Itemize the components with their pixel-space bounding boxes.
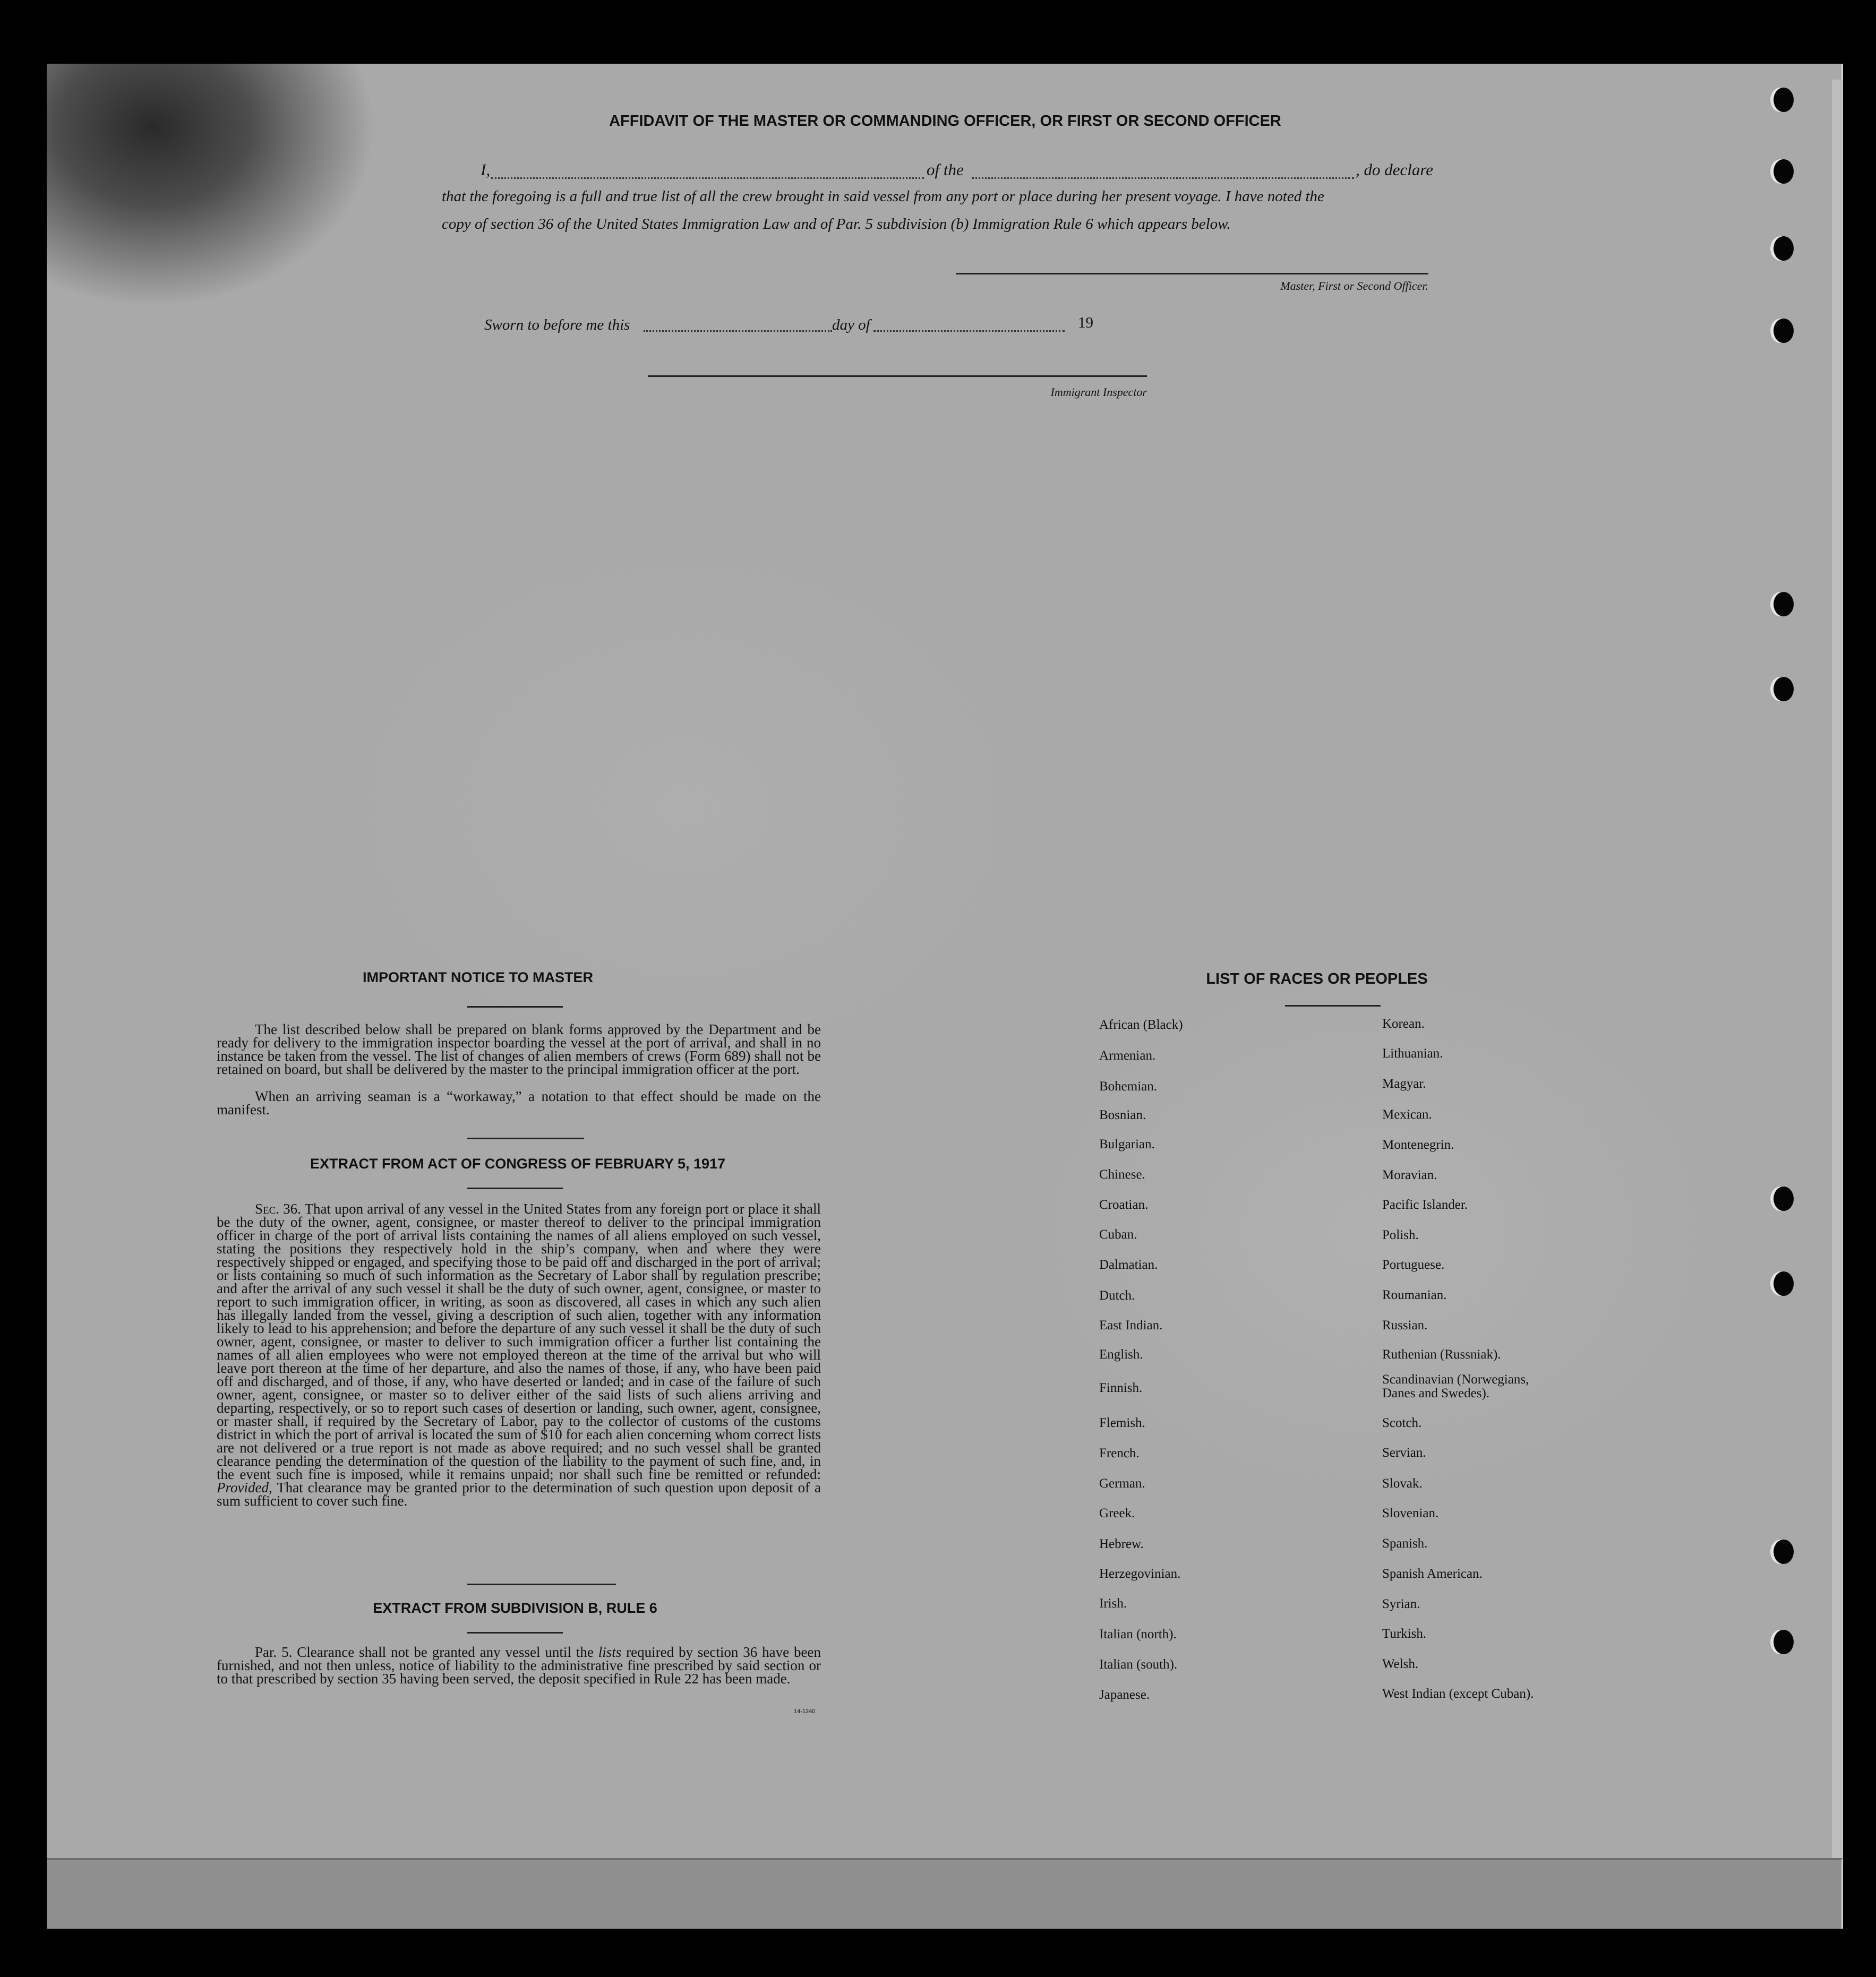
binder-hole-icon — [1774, 1540, 1794, 1564]
binder-hole-icon — [1774, 1271, 1794, 1296]
race-item: West Indian (except Cuban). — [1382, 1687, 1534, 1701]
binder-hole-icon — [1774, 159, 1794, 184]
sworn-label: Sworn to before me this — [484, 316, 630, 333]
race-item: Mexican. — [1382, 1107, 1432, 1122]
race-item: Scandinavian (Norwegians, Danes and Swedes). — [1382, 1372, 1529, 1400]
race-item: African (Black) — [1099, 1018, 1183, 1032]
race-item: Armenian. — [1099, 1048, 1156, 1063]
form-sheet — [47, 64, 1843, 1858]
sheet-bottom-strip — [47, 1858, 1843, 1929]
race-item: Bohemian. — [1099, 1079, 1158, 1094]
inspector-signature-line[interactable] — [648, 375, 1147, 377]
day-of-label: day of — [832, 316, 870, 333]
notice-paragraph-1: The list described below shall be prepared on blank forms approved by the Department and be ready for delivery to the immigration inspector boarding the vessel at the port of arrival, and shall in no instance be taken from the vessel. The list of changes of alien members of crews (Form 689) shall not be retained on board, but shall be delivered by the master to the principal immigration officer at the port. — [217, 1021, 821, 1077]
race-item: Moravian. — [1382, 1168, 1437, 1182]
race-item: Croatian. — [1099, 1198, 1149, 1212]
sworn-month-field[interactable] — [873, 330, 1065, 332]
race-item: Servian. — [1382, 1446, 1426, 1460]
affidavit-of-the-label: of the — [927, 160, 964, 179]
races-title: LIST OF RACES OR PEOPLES — [1206, 970, 1428, 987]
vessel-field[interactable] — [972, 177, 1354, 179]
race-item: Roumanian. — [1382, 1288, 1447, 1302]
race-item: Hebrew. — [1099, 1537, 1144, 1551]
race-item: Montenegrin. — [1382, 1138, 1454, 1152]
race-item: Chinese. — [1099, 1167, 1145, 1182]
race-item: Magyar. — [1382, 1077, 1426, 1091]
race-item: Ruthenian (Russniak). — [1382, 1347, 1501, 1362]
binder-hole-icon — [1774, 236, 1794, 261]
notice-paragraph-2: When an arriving seaman is a “workaway,” a notation to that effect should be made on the manifest. — [217, 1088, 821, 1118]
act-extract-title: EXTRACT FROM ACT OF CONGRESS OF FEBRUARY 5, 1917 — [310, 1156, 726, 1172]
race-item: Japanese. — [1099, 1688, 1150, 1702]
inspector-caption: Immigrant Inspector — [1050, 385, 1147, 399]
binder-hole-icon — [1774, 319, 1794, 343]
sworn-day-field[interactable] — [644, 330, 832, 332]
race-item: Bulgarian. — [1099, 1137, 1155, 1151]
race-item: Turkish. — [1382, 1627, 1427, 1641]
race-item: Pacific Islander. — [1382, 1198, 1468, 1212]
race-item: Scotch. — [1382, 1416, 1422, 1430]
race-item: German. — [1099, 1476, 1145, 1491]
affidavit-line-3: copy of section 36 of the United States Immigration Law and of Par. 5 subdivision (b) Immigration Rule 6 which appears below. — [442, 216, 1231, 233]
race-item: Lithuanian. — [1382, 1046, 1443, 1061]
race-item: Korean. — [1382, 1017, 1425, 1031]
name-field[interactable] — [491, 177, 924, 179]
race-item: French. — [1099, 1446, 1140, 1460]
notice-title: IMPORTANT NOTICE TO MASTER — [363, 969, 593, 985]
race-item: Slovak. — [1382, 1476, 1423, 1491]
race-item: Spanish. — [1382, 1536, 1428, 1551]
race-item: Slovenian. — [1382, 1506, 1439, 1520]
binder-hole-icon — [1774, 1630, 1794, 1654]
race-item: Bosnian. — [1099, 1108, 1146, 1122]
divider — [467, 1006, 563, 1008]
race-item: Portuguese. — [1382, 1258, 1445, 1272]
act-section-36-text: Sec. 36. That upon arrival of any vessel in the United States from any foreign port or place it shall be the duty of the owner, agent, consignee, or master thereof to deliver to the principal immigration officer in charge of the port of arrival lists containing the names of all aliens employed on such vessel, stating the positions they respectively hold in the ship’s company, when and where they were respectively shipped or engaged, and specifying those to be paid off and discharged in the port of arrival; or lists containing so much of such information as the Secretary of Labor shall by regulation prescribe; and after the arrival of any such vessel it shall be the duty of such owner, agent, consignee, or master to report to such immigration officer, in writing, as soon as discovered, all cases in which any such alien has illegally landed from the vessel, giving a description of such alien, together with any information likely to lead to his apprehension; and before the departure of any such vessel it shall be the duty of such owner, agent, consignee, or master to deliver to such immigration officer a further list containing the names of all alien employees who were not employed thereon at the time of the arrival but who will leave port thereon at the time of her departure, and also the names of those, if any, who have been paid off and discharged, and of those, if any, who have deserted or landed; and in case of the failure of such owner, agent, consignee, or master so to deliver either of the said lists of such aliens arriving and departing, respectively, or so to report such cases of desertion or landing, such owner, agent, consignee, or master shall, if required by the Secretary of Labor, pay to the collector of customs of the customs district in which the port of arrival is located the sum of $10 for each alien concerning whom correct lists are not delivered or a true report is not made as above required; and no such vessel shall be granted clearance pending the determination of the question of the liability to the payment of such fine, and, in the event such fine is imposed, while it remains unpaid; nor shall such fine be remitted or refunded: Provided, That clearance may be granted prior to the determination of such question upon deposit of a sum sufficient to cover such fine. — [217, 1201, 821, 1509]
race-item: Herzegovinian. — [1099, 1567, 1181, 1581]
binder-hole-icon — [1774, 592, 1794, 616]
sheet-edge — [1832, 80, 1843, 1922]
race-item: Polish. — [1382, 1228, 1419, 1242]
divider — [467, 1138, 584, 1139]
race-item: Flemish. — [1099, 1416, 1145, 1430]
race-item: Dutch. — [1099, 1288, 1135, 1303]
affidavit-title: AFFIDAVIT OF THE MASTER OR COMMANDING OFFICER, OR FIRST OR SECOND OFFICER — [609, 113, 1281, 130]
binder-hole-icon — [1774, 1187, 1794, 1211]
race-item: Greek. — [1099, 1506, 1135, 1520]
affidavit-i-label: I, — [481, 160, 491, 179]
rule-paragraph-5-text: Par. 5. Clearance shall not be granted any vessel until the lists required by section 36 have been furnished, and not then unless, notice of liability to the administrative fine prescribed by said section or to that prescribed by section 35 having been served, the deposit specified in Rule 22 has been made. — [217, 1644, 821, 1687]
binder-hole-icon — [1774, 677, 1794, 701]
race-item: Russian. — [1382, 1318, 1428, 1333]
race-item: Irish. — [1099, 1596, 1127, 1611]
race-item: Finnish. — [1099, 1381, 1143, 1395]
race-item: Cuban. — [1099, 1227, 1137, 1242]
race-item: Dalmatian. — [1099, 1258, 1158, 1272]
race-item: East Indian. — [1099, 1318, 1163, 1333]
race-item: Italian (north). — [1099, 1627, 1177, 1641]
master-signature-line[interactable] — [956, 273, 1428, 274]
rule-extract-title: EXTRACT FROM SUBDIVISION B, RULE 6 — [373, 1600, 657, 1616]
race-item: Welsh. — [1382, 1657, 1419, 1671]
affidavit-do-declare: , do declare — [1356, 160, 1434, 179]
year-prefix: 19 — [1078, 314, 1093, 331]
master-caption: Master, First or Second Officer. — [1280, 279, 1428, 293]
race-item: Spanish American. — [1382, 1567, 1483, 1581]
race-item: Italian (south). — [1099, 1657, 1178, 1672]
race-item: English. — [1099, 1347, 1143, 1362]
affidavit-line-2: that the foregoing is a full and true list of all the crew brought in said vessel from any port or place during her present voyage. I have noted the — [442, 188, 1324, 205]
divider — [467, 1584, 616, 1585]
form-number: 14-1240 — [794, 1708, 816, 1715]
divider — [467, 1188, 563, 1189]
divider — [1285, 1005, 1381, 1007]
race-item: Syrian. — [1382, 1597, 1420, 1611]
divider — [467, 1632, 563, 1634]
binder-hole-icon — [1774, 88, 1794, 112]
